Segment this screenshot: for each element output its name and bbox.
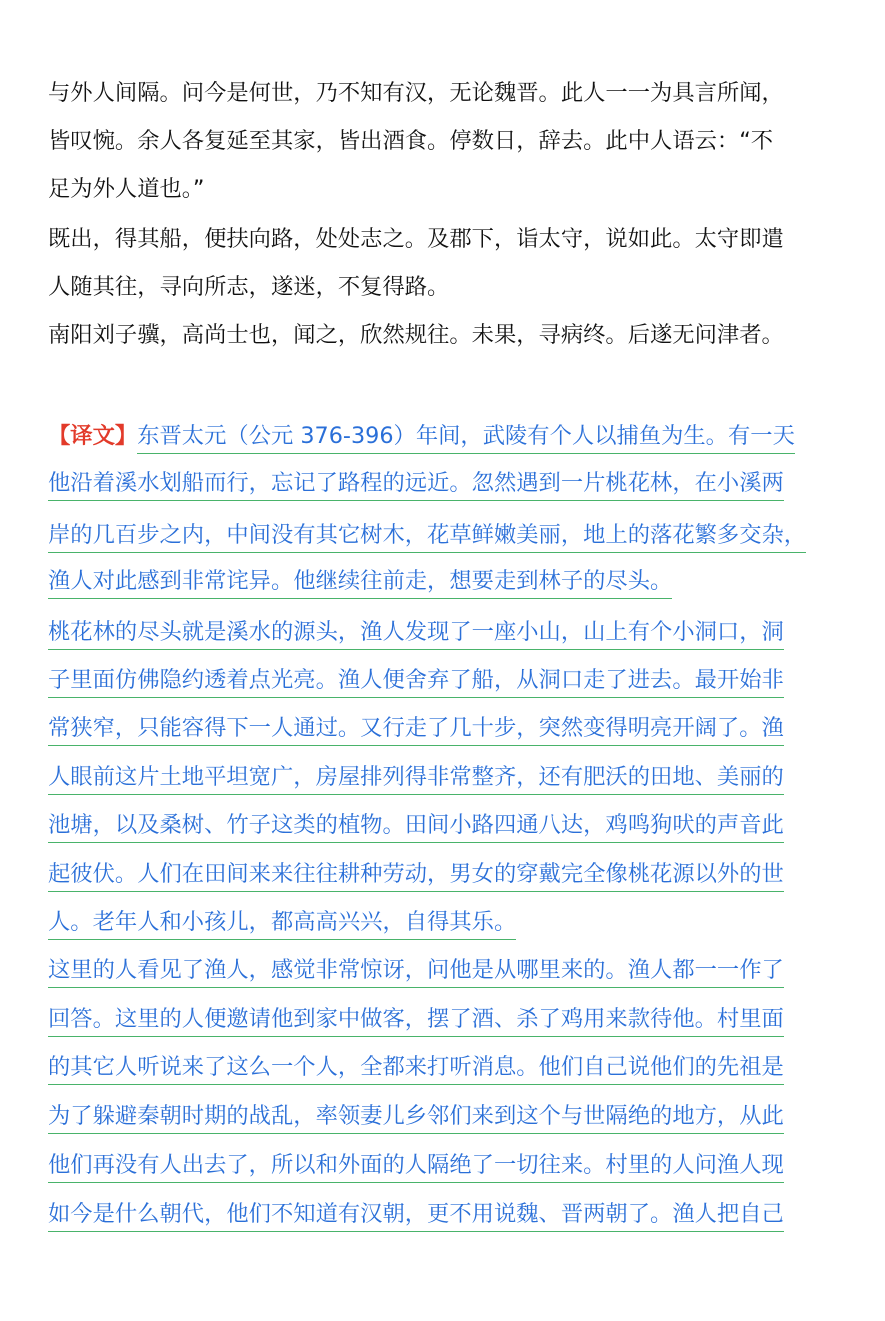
translation-line (48, 1004, 784, 1034)
translation-line-text: 人。老年人和小孩儿，都高高兴兴，自得其乐。 (48, 909, 516, 940)
translation-line-text: 的其它人听说来了这么一个人，全都来打听消息。他们自己说他们的先祖是 (48, 1054, 784, 1085)
original-line: 足为外人道也。” (48, 176, 205, 202)
translation-line-text: 渔人对此感到非常诧异。他继续往前走，想要走到林子的尽头。 (48, 568, 672, 599)
translation-line (48, 762, 784, 792)
translation-line (48, 955, 784, 985)
translation-line-text: 常狭窄，只能容得下一人通过。又行走了几十步，突然变得明亮开阔了。渔 (48, 715, 784, 746)
translation-line-text: 起彼伏。人们在田间来来往往耕种劳动，男女的穿戴完全像桃花源以外的世 (48, 861, 784, 892)
translation-line-text: 如今是什么朝代，他们不知道有汉朝，更不用说魏、晋两朝了。渔人把自己 (48, 1201, 784, 1232)
original-line: 既出，得其船，便扶向路，处处志之。及郡下，诣太守，说如此。太守即遣 (48, 226, 784, 252)
translation-line (48, 468, 784, 498)
translation-line-text: 回答。这里的人便邀请他到家中做客，摆了酒、杀了鸡用来款待他。村里面 (48, 1006, 784, 1037)
translation-line-text: 东晋太元（公元 376-396）年间，武陵有个人以捕鱼为生。有一天 (137, 423, 795, 454)
translation-line (48, 421, 795, 451)
translation-line (48, 1199, 784, 1229)
translation-line (48, 566, 672, 596)
translation-line-text: 为了躲避秦朝时期的战乱，率领妻儿乡邻们来到这个与世隔绝的地方，从此 (48, 1103, 784, 1134)
translation-tag: 【译文】 (48, 423, 138, 449)
translation-line (48, 1101, 784, 1131)
translation-line (48, 617, 784, 647)
translation-line-text: 桃花林的尽头就是溪水的源头，渔人发现了一座小山，山上有个小洞口，洞 (48, 619, 784, 650)
original-line: 与外人间隔。问今是何世，乃不知有汉，无论魏晋。此人一一为具言所闻， (48, 80, 784, 106)
translation-line (48, 859, 784, 889)
translation-line-text: 他沿着溪水划船而行，忘记了路程的远近。忽然遇到一片桃花林，在小溪两 (48, 470, 784, 501)
translation-line (48, 713, 784, 743)
translation-line-text: 子里面仿佛隐约透着点光亮。渔人便舍弃了船，从洞口走了进去。最开始非 (48, 667, 784, 698)
translation-line-text: 这里的人看见了渔人，感觉非常惊讶，问他是从哪里来的。渔人都一一作了 (48, 957, 784, 988)
translation-line (48, 907, 516, 937)
translation-line (48, 1052, 784, 1082)
translation-line-text: 他们再没有人出去了，所以和外面的人隔绝了一切往来。村里的人问渔人现 (48, 1152, 784, 1183)
translation-line-text: 岸的几百步之内，中间没有其它树木，花草鲜嫩美丽，地上的落花繁多交杂， (48, 522, 806, 553)
original-line: 南阳刘子骥，高尚士也，闻之，欣然规往。未果，寻病终。后遂无问津者。 (48, 322, 784, 348)
translation-line-text: 人眼前这片土地平坦宽广，房屋排列得非常整齐，还有肥沃的田地、美丽的 (48, 764, 784, 795)
translation-line (48, 665, 784, 695)
translation-line-text: 池塘，以及桑树、竹子这类的植物。田间小路四通八达，鸡鸣狗吠的声音此 (48, 812, 784, 843)
translation-line (48, 1150, 784, 1180)
translation-line (48, 520, 806, 550)
translation-line (48, 810, 784, 840)
original-line: 人随其往，寻向所志，遂迷，不复得路。 (48, 274, 450, 300)
original-line: 皆叹惋。余人各复延至其家，皆出酒食。停数日，辞去。此中人语云：“不 (48, 128, 774, 154)
